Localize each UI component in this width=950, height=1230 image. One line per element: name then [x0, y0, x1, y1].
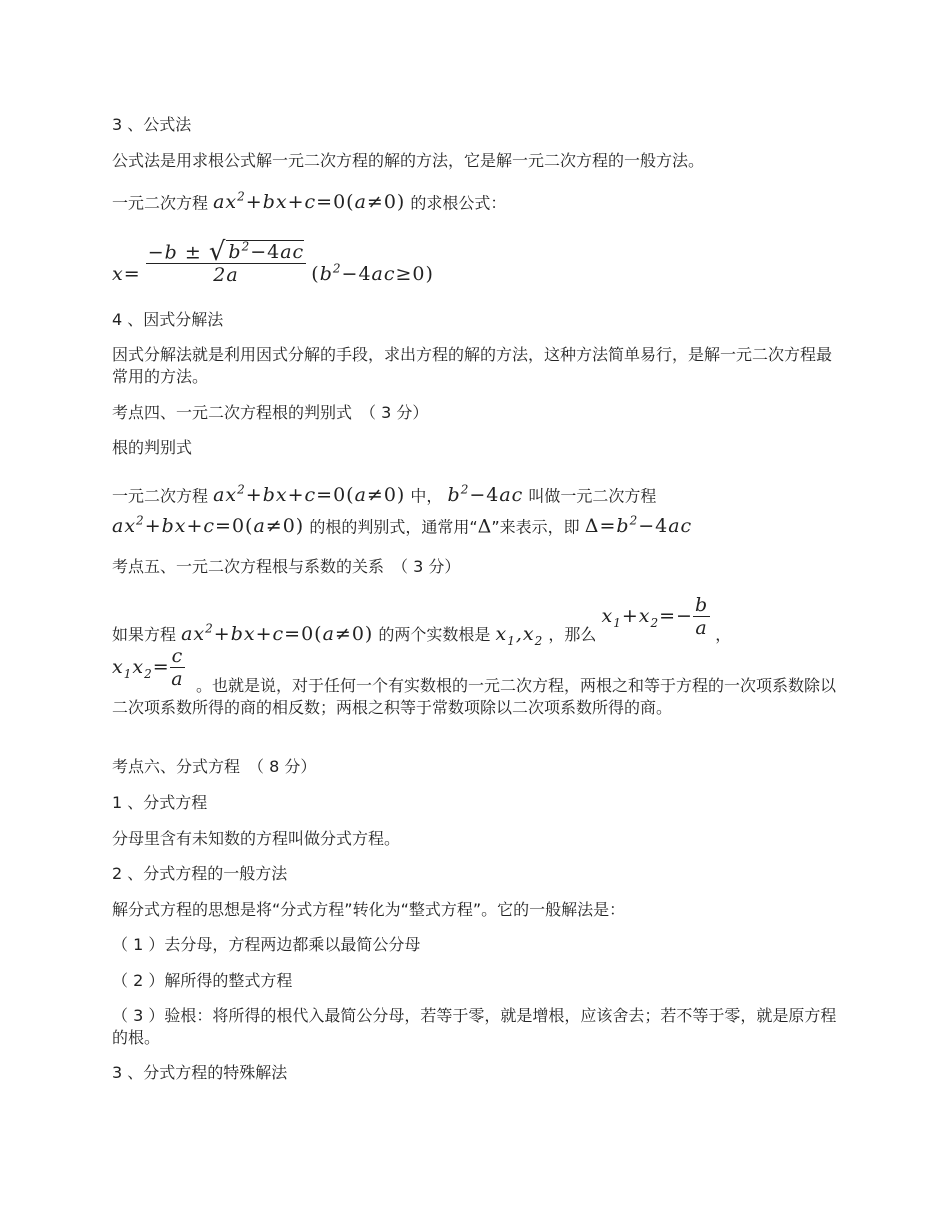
paragraph-fractional-equation-definition: 分母里含有未知数的方程叫做分式方程。: [112, 829, 401, 848]
text: 的求根公式：: [410, 193, 507, 213]
discriminant-title: 根的判别式: [112, 438, 193, 457]
discriminant-line-1: [112, 479, 656, 507]
discriminant-line-2: [112, 510, 692, 538]
equation-general-render: $ax^2+bx+c=0(a\ne 0)$: [213, 190, 406, 214]
step-1: （ 1 ）去分母，方程两边都乘以最简公分母: [112, 935, 421, 954]
heading-formula-method: 3 、公式法: [112, 115, 192, 134]
root-condition: $(b^2-4ac\ge 0)$: [311, 261, 434, 285]
vieta-explanation: 。也就是说，对于任何一个有实数根的一元二次方程，两根之和等于方程的一次项系数除以二次项系数所得的商的相反数；两根之积等于常数项除以二次项系数所得的商。: [112, 676, 837, 717]
heading-fractional-equation: 1 、分式方程: [112, 793, 208, 812]
text: ，那么: [548, 624, 597, 644]
root-formula: [112, 228, 434, 292]
heading-special-method: 3 、分式方程的特殊解法: [112, 1063, 288, 1082]
text: 中，: [410, 486, 443, 506]
text: ”来表示，即: [491, 517, 580, 537]
text: 的根的判别式，通常用“: [309, 517, 478, 537]
heading-general-method: 2 、分式方程的一般方法: [112, 864, 288, 883]
vieta-line-1: [112, 590, 732, 648]
discriminant-expression: $b^2-4ac$: [447, 483, 524, 507]
text: 的两个实数根是: [378, 624, 491, 644]
step-2: （ 2 ）解所得的整式方程: [112, 971, 293, 990]
root-denominator: 2a: [213, 264, 239, 287]
heading-fractional-equation-section: 考点六、分式方程 （ 8 分）: [112, 757, 317, 776]
heading-discriminant-section: 考点四、一元二次方程根的判别式 （ 3 分）: [112, 403, 429, 422]
vieta-product: $x_1x_2=$ $\frac{c}{a}$: [112, 645, 184, 690]
text: 叫做一元二次方程: [528, 486, 657, 506]
root-lhs: x=: [112, 262, 141, 285]
text: 一元二次方程: [112, 486, 209, 506]
text: ，: [715, 624, 732, 644]
vieta-roots: $x_1,x_2$: [495, 622, 544, 648]
equation-general-render: $ax^2+bx+c=0(a\ne 0)$: [213, 483, 406, 507]
root-fraction: [146, 236, 306, 286]
equation-general-render: $ax^2+bx+c=0(a\ne 0)$: [181, 621, 374, 645]
step-3: （ 3 ）验根：将所得的根代入最简公分母，若等于零，就是增根，应该舍去；若不等于零，就是原方程的根。: [112, 1006, 837, 1047]
delta-symbol: Δ: [477, 515, 492, 538]
root-numerator: −b ± √ $b^2-4ac$: [147, 237, 305, 268]
text: 如果方程: [112, 624, 177, 644]
heading-factor-method: 4 、因式分解法: [112, 310, 224, 329]
paragraph-factor-method: 因式分解法就是利用因式分解的手段，求出方程的解的方法，这种方法简单易行，是解一元二次方程最常用的方法。: [112, 345, 833, 386]
formula-intro-line: [112, 186, 506, 214]
vieta-sum: $x_1+x_2=-$ $\frac{b}{a}$: [601, 594, 709, 639]
heading-vieta-section: 考点五、一元二次方程根与系数的关系 （ 3 分）: [112, 557, 461, 576]
paragraph-general-method: 解分式方程的思想是将“分式方程”转化为“整式方程”。它的一般解法是：: [112, 900, 626, 919]
paragraph-formula-method: 公式法是用求根公式解一元二次方程的解的方法，它是解一元二次方程的一般方法。: [112, 151, 705, 170]
equation-general-render: $ax^2+bx+c=0(a\ne 0)$: [112, 514, 305, 538]
text: 一元二次方程: [112, 193, 209, 213]
discriminant-definition: $\Delta=b^2-4ac$: [584, 514, 693, 538]
